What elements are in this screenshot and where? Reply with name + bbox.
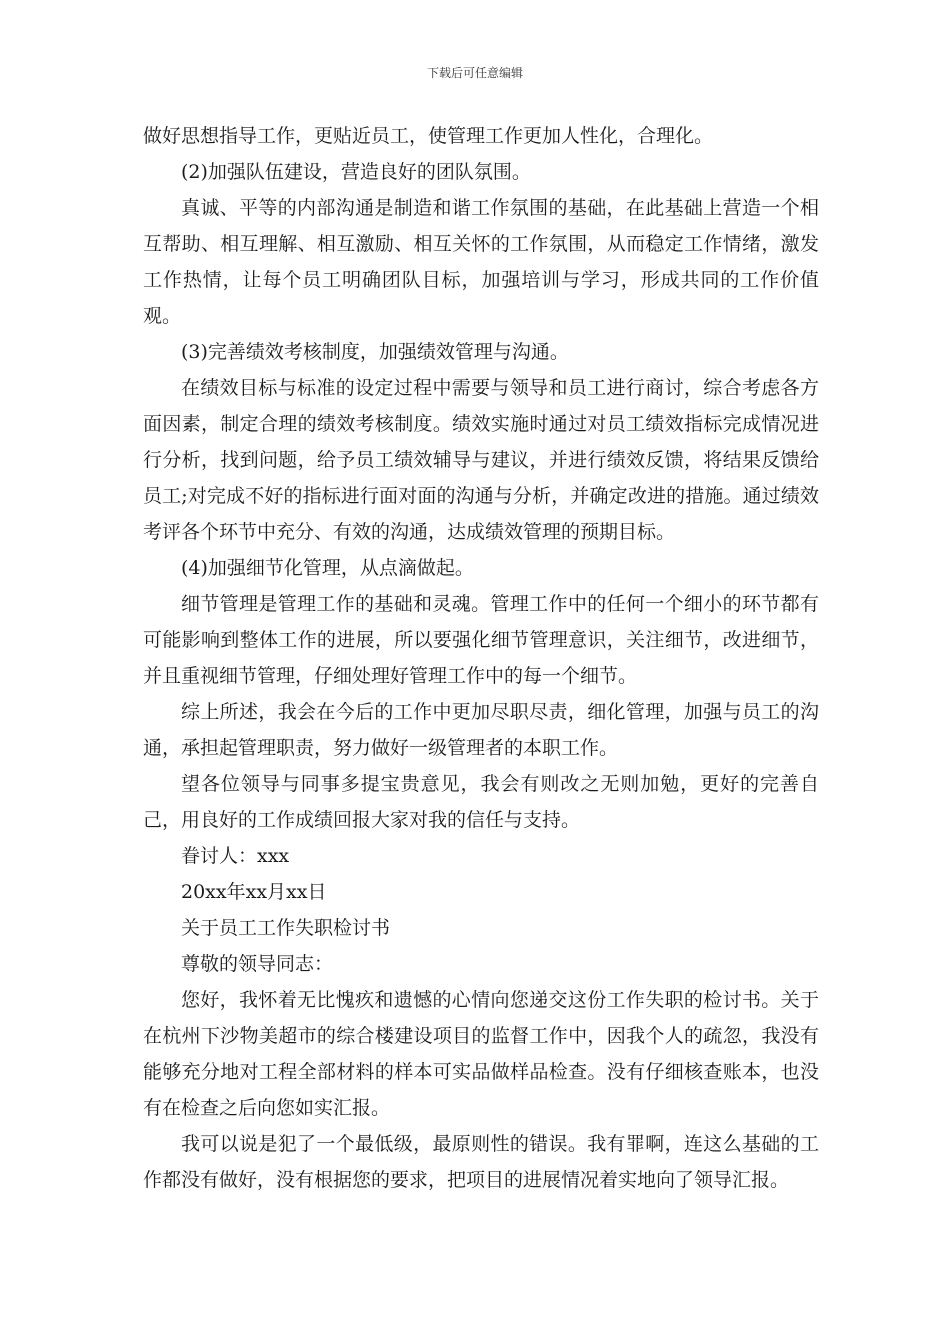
paragraph: 我可以说是犯了一个最低级，最原则性的错误。我有罪啊，连这么基础的工作都没有做好，没有根据您的要求，把项目的进展情况着实地向了领导汇报。 bbox=[143, 1133, 819, 1191]
salutation: 尊敬的领导同志： bbox=[181, 953, 334, 975]
paragraph: 您好，我怀着无比愧疚和遗憾的心情向您递交这份工作失职的检讨书。关于在杭州下沙物美超市的综合楼建设项目的监督工作中，因我个人的疏忽，我没有能够充分地对工程全部材料的样本可实品做样品检查。没有仔细核查账本，也没有在检查之后向您如实汇报。 bbox=[143, 989, 819, 1119]
section-heading-3: (3)完善绩效考核制度，加强绩效管理与沟通。 bbox=[181, 341, 569, 363]
document-body bbox=[143, 118, 819, 1198]
signature-line: 眷讨人：xxx bbox=[181, 845, 290, 867]
document-title: 关于员工工作失职检讨书 bbox=[181, 917, 391, 939]
paragraph: 望各位领导与同事多提宝贵意见，我会有则改之无则加勉，更好的完善自己，用良好的工作成绩回报大家对我的信任与支持。 bbox=[143, 773, 819, 831]
section-heading-4: (4)加强细节化管理，从点滴做起。 bbox=[181, 557, 474, 579]
paragraph: 在绩效目标与标准的设定过程中需要与领导和员工进行商讨，综合考虑各方面因素，制定合理的绩效考核制度。绩效实施时通过对员工绩效指标完成情况进行分析，找到问题，给予员工绩效辅导与建议，并进行绩效反馈，将结果反馈给员工;对完成不好的指标进行面对面的沟通与分析，并确定改进的措施。通过绩效考评各个环节中充分、有效的沟通，达成绩效管理的预期目标。 bbox=[143, 377, 819, 543]
paragraph: 综上所述，我会在今后的工作中更加尽职尽责，细化管理，加强与员工的沟通，承担起管理职责，努力做好一级管理者的本职工作。 bbox=[143, 701, 819, 759]
page-header: 下载后可任意编辑 bbox=[426, 66, 523, 80]
section-heading-2: (2)加强队伍建设，营造良好的团队氛围。 bbox=[181, 161, 531, 183]
paragraph: 真诚、平等的内部沟通是制造和谐工作氛围的基础，在此基础上营造一个相互帮助、相互理解、相互激励、相互关怀的工作氛围，从而稳定工作情绪，激发工作热情，让每个员工明确团队目标，加强培训与学习，形成共同的工作价值观。 bbox=[143, 197, 819, 327]
paragraph: 细节管理是管理工作的基础和灵魂。管理工作中的任何一个细小的环节都有可能影响到整体工作的进展，所以要强化细节管理意识，关注细节，改进细节，并且重视细节管理，仔细处理好管理工作中的每一个细节。 bbox=[143, 593, 819, 687]
paragraph-continuation: 做好思想指导工作，更贴近员工，使管理工作更加人性化，合理化。 bbox=[143, 125, 714, 147]
date-line: 20xx年xx月xx日 bbox=[181, 881, 327, 903]
